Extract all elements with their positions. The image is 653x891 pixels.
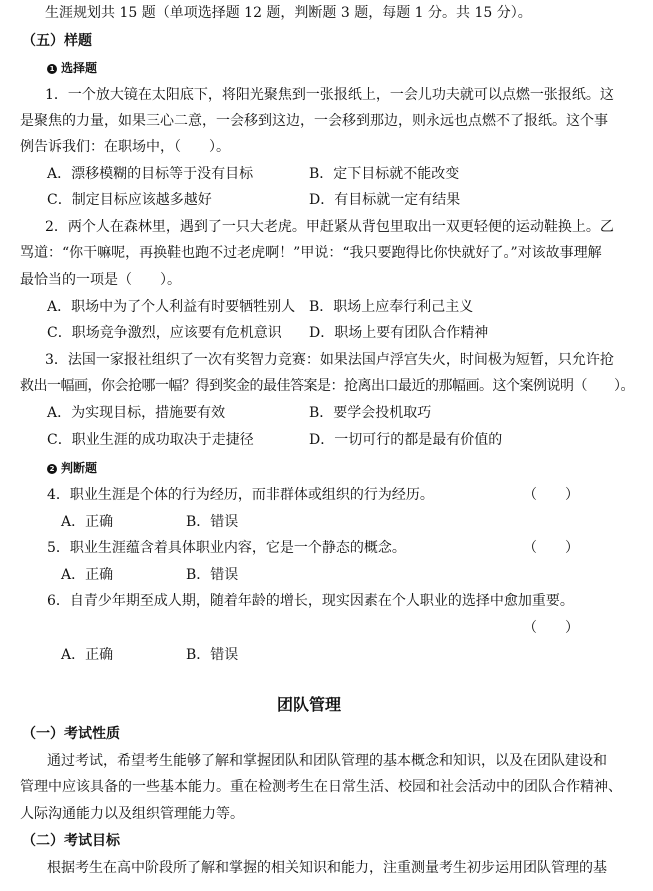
question-3-option-b: B．要学会投机取巧 [309, 405, 432, 421]
question-3-option-c: C．职业生涯的成功取决于走捷径 [47, 432, 254, 448]
question-2-text: 最恰当的一项是（ ）。 [20, 272, 181, 288]
paragraph-nature: 通过考试，希望考生能够了解和掌握团队和团队管理的基本概念和知识，以及在团队建设和 [47, 753, 607, 769]
section-heading-nature: （一）考试性质 [22, 726, 120, 742]
paragraph-nature: 管理中应该具备的一些基本能力。重在检测考生在日常生活、校园和社会活动中的团队合作精神、 [20, 779, 622, 795]
question-2-option-b: B．职场上应奉行利己主义 [309, 299, 474, 315]
question-2-text: 2．两个人在森林里，遇到了一只大老虎。甲赶紧从背包里取出一双更轻便的运动鞋换上。乙 [45, 219, 614, 235]
question-4-option-true: A．正确 [61, 514, 114, 530]
question-4-text: 4．职业生涯是个体的行为经历，而非群体或组织的行为经历。 [47, 487, 434, 503]
paragraph-goal: 根据考生在高中阶段所了解和掌握的相关知识和能力，注重测量考生初步运用团队管理的基 [47, 860, 607, 876]
question-1-text: 是聚焦的力量，如果三心二意，一会移到这边，一会移到那边，则永远也点燃不了报纸。这个事 [20, 113, 608, 129]
question-1-option-b: B．定下目标就不能改变 [309, 166, 460, 182]
subsection-judge [47, 458, 97, 478]
bullet-2-icon: 2 [47, 464, 57, 474]
question-2-option-a: A．职场中为了个人利益有时要牺牲别人 [47, 299, 296, 315]
question-3-option-a: A．为实现目标，措施要有效 [47, 405, 226, 421]
question-1-option-a: A．漂移模糊的目标等于没有目标 [47, 166, 254, 182]
answer-blank: （ ） [523, 540, 579, 556]
question-1-option-c: C．制定目标应该越多越好 [47, 192, 212, 208]
paragraph-nature: 人际沟通能力以及组织管理能力等。 [20, 806, 244, 822]
subsection-choice-label: 选择题 [61, 61, 98, 75]
section-heading-goal: （二）考试目标 [22, 833, 120, 849]
page-title: 团队管理 [277, 695, 342, 714]
question-6-text: 6．自青少年期至成人期，随着年龄的增长，现实因素在个人职业的选择中愈加重要。 [47, 593, 574, 609]
question-1-option-d: D．有目标就一定有结果 [309, 192, 461, 208]
subsection-choice [47, 58, 97, 78]
question-6-option-true: A．正确 [61, 647, 114, 663]
question-2-option-c: C．职场竞争激烈，应该要有危机意识 [47, 325, 282, 341]
answer-blank: （ ） [523, 620, 579, 636]
question-3-text: 救出一幅画，你会抢哪一幅？得到奖金的最佳答案是：抢离出口最近的那幅画。这个案例说明（ ）。 [20, 378, 634, 394]
question-3-text: 3．法国一家报社组织了一次有奖智力竞赛：如果法国卢浮宫失火，时间极为短暂，只允许抢 [45, 352, 614, 368]
question-1-text: 例告诉我们：在职场中，（ ）。 [20, 139, 230, 155]
section-heading-sample: （五）样题 [22, 33, 92, 49]
question-5-text: 5．职业生涯蕴含着具体职业内容，它是一个静态的概念。 [47, 540, 406, 556]
question-4-option-false: B．错误 [186, 514, 239, 530]
question-2-option-d: D．职场上要有团队合作精神 [309, 325, 489, 341]
question-1-text: 1．一个放大镜在太阳底下，将阳光聚焦到一张报纸上，一会儿功夫就可以点燃一张报纸。这 [45, 87, 614, 103]
question-5-option-true: A．正确 [61, 567, 114, 583]
bullet-1-icon: 1 [47, 64, 57, 74]
answer-blank: （ ） [523, 487, 579, 503]
question-5-option-false: B．错误 [186, 567, 239, 583]
question-3-option-d: D．一切可行的都是最有价值的 [309, 432, 503, 448]
question-2-text: 骂道：“你干嘛呢，再换鞋也跑不过老虎啊！”甲说：“我只要跑得比你快就好了。”对该故事理解 [20, 245, 602, 261]
question-6-option-false: B．错误 [186, 647, 239, 663]
section-summary: 生涯规划共 15 题（单项选择题 12 题，判断题 3 题，每题 1 分。共 15 分）。 [45, 5, 532, 21]
subsection-judge-label: 判断题 [61, 461, 98, 475]
